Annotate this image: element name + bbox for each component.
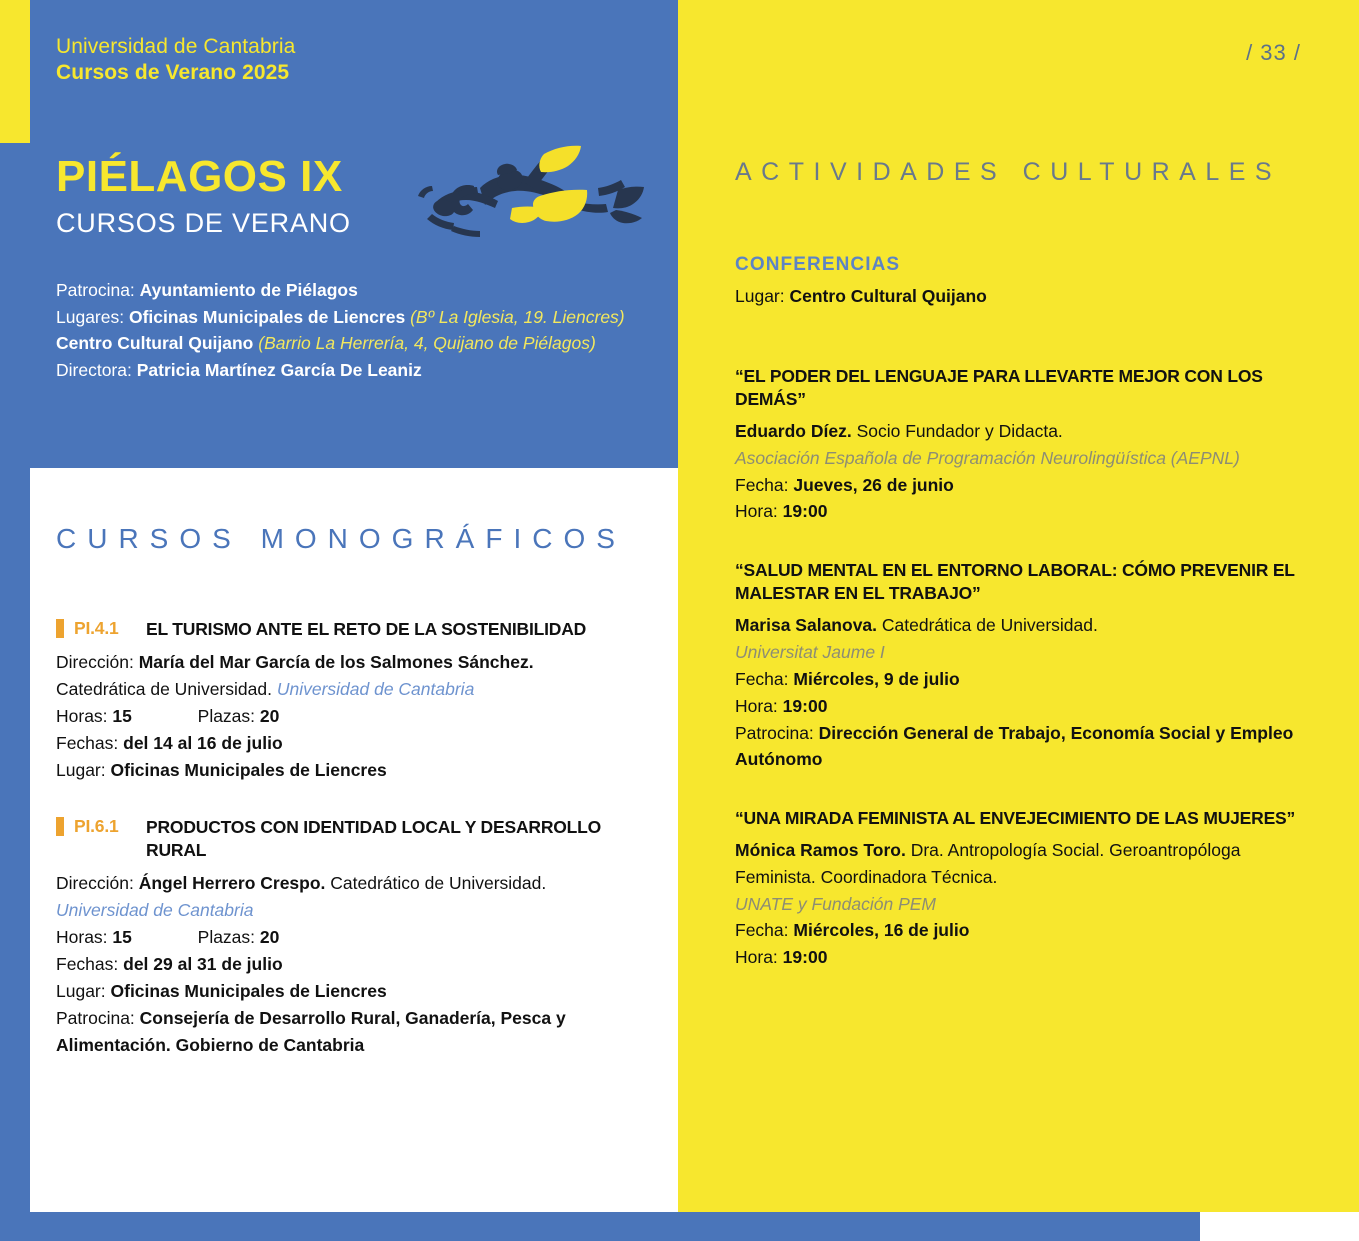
- conference-hora-label: Hora:: [735, 947, 778, 968]
- course-header: [56, 618, 656, 641]
- freedivers-swimming-illustration: [362, 130, 672, 250]
- hero-patrocina-row: [56, 277, 656, 304]
- course-direccion-row: [56, 649, 616, 676]
- hero-directora-label: Directora:: [56, 359, 132, 380]
- course-patrocina-label: Patrocina:: [56, 1007, 135, 1028]
- conference-affiliation-row: [735, 445, 1305, 472]
- conference-speaker-role: Catedrática de Universidad.: [881, 615, 1098, 636]
- course-lugar-label: Lugar:: [56, 980, 106, 1001]
- conference-speaker: Marisa Salanova.: [735, 615, 878, 636]
- conference-title: “EL PODER DEL LENGUAJE PARA LLEVARTE MEJOR CON LOS DEMÁS”: [735, 366, 1263, 410]
- page-title: PIÉLAGOS IX: [56, 152, 343, 201]
- hero-directora-value: Patricia Martínez García De Leaniz: [136, 359, 422, 380]
- conference-fecha-value: Miércoles, 9 de julio: [793, 668, 960, 689]
- conference-affiliation: Universitat Jaume I: [735, 642, 885, 663]
- conference-speaker-row: [735, 837, 1305, 891]
- hero-lugares-row: [56, 304, 656, 331]
- course-fechas-value: del 29 al 31 de julio: [123, 953, 283, 974]
- hero-lugar2-address: (Barrio La Herrería, 4, Quijano de Piélagos): [258, 333, 596, 354]
- conference-fecha-row: [735, 472, 1305, 499]
- course-horas-plazas-row: [56, 703, 616, 730]
- cursos-monograficos-heading: CURSOS MONOGRÁFICOS: [56, 523, 626, 554]
- course-fechas-value: del 14 al 16 de julio: [123, 732, 283, 753]
- conference-item: [735, 807, 1305, 971]
- course-direccion-label: Dirección:: [56, 652, 134, 673]
- course-code: PI.6.1: [74, 815, 119, 836]
- course-fechas-label: Fechas:: [56, 732, 119, 753]
- course-direccion-row: [56, 870, 616, 897]
- hero-lugares-label: Lugares:: [56, 306, 125, 327]
- course-lugar-row: [56, 757, 616, 784]
- page-number: / 33 /: [1246, 40, 1301, 65]
- brand-program: Cursos de Verano 2025: [56, 60, 290, 84]
- hero-lugar1-address: (Bº La Iglesia, 19. Liencres): [410, 306, 625, 327]
- page-subtitle: CURSOS DE VERANO: [56, 208, 351, 238]
- course-affiliation-row: [56, 897, 616, 924]
- conference-fecha-label: Fecha:: [735, 920, 789, 941]
- conference-patrocina-label: Patrocina:: [735, 722, 814, 743]
- hero-directora-row: [56, 357, 656, 384]
- course-horas-label: Horas:: [56, 926, 108, 947]
- course-patrocina-row: [56, 1005, 616, 1059]
- course-direccion-value: María del Mar García de los Salmones Sánchez.: [138, 652, 534, 673]
- hero-lugar1-value: Oficinas Municipales de Liencres: [128, 306, 406, 327]
- conference-hora-label: Hora:: [735, 695, 778, 716]
- course-lugar-value: Oficinas Municipales de Liencres: [110, 980, 387, 1001]
- course-plazas-value: 20: [259, 926, 280, 947]
- course-bullet-icon: [56, 817, 64, 836]
- course-item: [56, 816, 656, 1059]
- conferencias-lugar-value: Centro Cultural Quijano: [789, 286, 987, 306]
- course-horas-label: Horas:: [56, 705, 108, 726]
- hero-patrocina-label: Patrocina:: [56, 280, 135, 300]
- course-bullet-icon: [56, 619, 64, 638]
- hero-info-block: [56, 277, 656, 383]
- courses-list: [56, 618, 656, 1091]
- course-title: EL TURISMO ANTE EL RETO DE LA SOSTENIBILIDAD: [146, 619, 587, 639]
- course-patrocina-value: Consejería de Desarrollo Rural, Ganadería, Pesca y Alimentación. Gobierno de Cantabria: [56, 1007, 566, 1055]
- conference-hora-value: 19:00: [782, 947, 828, 968]
- bottom-blue-bar: [0, 1212, 1200, 1241]
- course-horas-plazas-row: [56, 924, 616, 951]
- left-yellow-strip: [0, 0, 30, 143]
- conference-hora-row: [735, 693, 1305, 720]
- course-title: PRODUCTOS CON IDENTIDAD LOCAL Y DESARROLLO RURAL: [146, 816, 602, 860]
- course-body: [56, 649, 616, 784]
- course-horas-value: 15: [112, 705, 132, 726]
- conference-hora-row: [735, 498, 1305, 525]
- course-fechas-row: [56, 951, 616, 978]
- course-direccion-role: Catedrática de Universidad.: [56, 679, 272, 700]
- course-plazas-value: 20: [259, 705, 280, 726]
- conference-title: “UNA MIRADA FEMINISTA AL ENVEJECIMIENTO DE LAS MUJERES”: [735, 808, 1296, 829]
- conference-hora-value: 19:00: [782, 501, 828, 522]
- conferences-list: [735, 365, 1305, 1005]
- conference-item: [735, 559, 1305, 773]
- course-lugar-label: Lugar:: [56, 759, 106, 780]
- conference-body: [735, 612, 1305, 773]
- course-body: [56, 870, 616, 1059]
- hero-patrocina-value: Ayuntamiento de Piélagos: [139, 280, 358, 300]
- conference-affiliation-row: [735, 891, 1305, 918]
- conference-patrocina-value: Dirección General de Trabajo, Economía Social y Empleo Autónomo: [735, 722, 1294, 770]
- conference-hora-value: 19:00: [782, 695, 828, 716]
- conference-fecha-label: Fecha:: [735, 668, 789, 689]
- conferencias-lugar-label: Lugar:: [735, 286, 785, 306]
- actividades-culturales-heading: ACTIVIDADES CULTURALES: [735, 158, 1282, 186]
- course-code: PI.4.1: [74, 618, 119, 638]
- hero-lugar2-row: [56, 330, 656, 357]
- conference-hora-row: [735, 944, 1305, 971]
- left-blue-strip: [0, 143, 30, 1241]
- conference-speaker-role: Socio Fundador y Didacta.: [856, 421, 1063, 442]
- conferencias-venue: [735, 286, 987, 307]
- conference-body: [735, 837, 1305, 971]
- course-direccion-role: Catedrático de Universidad.: [330, 872, 547, 893]
- course-item: [56, 618, 656, 784]
- conference-fecha-label: Fecha:: [735, 474, 789, 495]
- conference-speaker: Mónica Ramos Toro.: [735, 840, 906, 861]
- course-horas-value: 15: [112, 926, 132, 947]
- course-plazas-label: Plazas:: [197, 926, 256, 947]
- brand-block: [56, 34, 295, 85]
- hero-lugar2-value: Centro Cultural Quijano: [56, 333, 254, 354]
- conference-affiliation: UNATE y Fundación PEM: [735, 893, 936, 914]
- brand-university: Universidad de Cantabria: [56, 35, 296, 58]
- conference-body: [735, 418, 1305, 525]
- course-direccion-affiliation: Universidad de Cantabria: [56, 899, 254, 920]
- course-fechas-row: [56, 730, 616, 757]
- conference-affiliation-row: [735, 639, 1305, 666]
- conference-fecha-value: Jueves, 26 de junio: [793, 474, 954, 495]
- conference-fecha-row: [735, 917, 1305, 944]
- conference-fecha-row: [735, 666, 1305, 693]
- conference-speaker-row: [735, 418, 1305, 445]
- conference-title: “SALUD MENTAL EN EL ENTORNO LABORAL: CÓMO PREVENIR EL MALESTAR EN EL TRABAJO”: [735, 560, 1295, 604]
- course-lugar-row: [56, 978, 616, 1005]
- conference-item: [735, 365, 1305, 525]
- conference-fecha-value: Miércoles, 16 de julio: [793, 920, 970, 941]
- course-role-row: [56, 676, 616, 703]
- course-direccion-label: Dirección:: [56, 872, 134, 893]
- conference-affiliation: Asociación Española de Programación Neurolingüística (AEPNL): [735, 447, 1240, 468]
- course-header: [56, 816, 656, 862]
- conference-hora-label: Hora:: [735, 501, 778, 522]
- course-direccion-affiliation: Universidad de Cantabria: [276, 679, 475, 700]
- conference-speaker: Eduardo Díez.: [735, 421, 852, 442]
- course-plazas-label: Plazas:: [197, 705, 256, 726]
- conference-speaker-row: [735, 612, 1305, 639]
- course-direccion-value: Ángel Herrero Crespo.: [138, 872, 326, 893]
- course-lugar-value: Oficinas Municipales de Liencres: [110, 759, 387, 780]
- conference-patrocina-row: [735, 720, 1305, 774]
- conference-speaker-role: Dra. Antropología Social. Geroantropóloga Feminista. Coordinadora Técnica.: [735, 840, 1241, 887]
- conferencias-heading: CONFERENCIAS: [735, 254, 901, 275]
- course-fechas-label: Fechas:: [56, 953, 119, 974]
